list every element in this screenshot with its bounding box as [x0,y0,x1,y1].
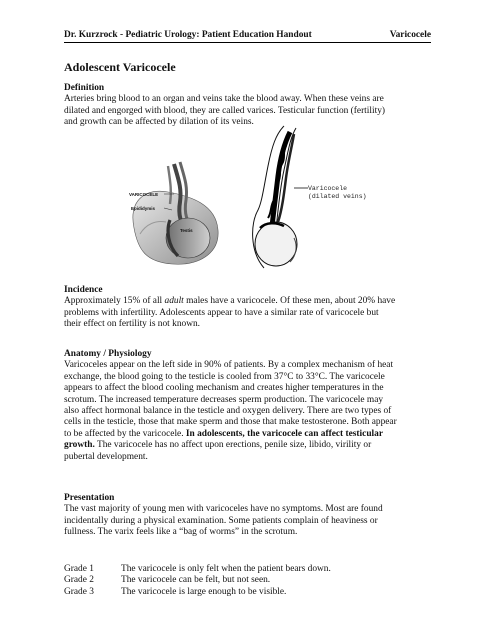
testis-label: Testis [180,228,193,233]
incidence-line: their effect on fertility is not known. [64,319,200,330]
grade-label: Grade 2 [64,575,94,586]
varicocele-label: VARICOCELE [129,192,159,197]
epididymis-label: Epididymis [131,206,156,211]
anatomy-line: to be affected by the varicocele. In adolescents, the varicocele can affect testicular [64,428,383,439]
anatomy-line: growth. The varicocele has no affect upon erections, penile size, libido, virility or [64,440,372,451]
key-point-bold: In adolescents, the varicocele can affect testicular [185,428,383,439]
presentation-line: fullness. The varix feels like a “bag of worms” in the scrotum. [64,527,298,538]
incidence-line: Approximately 15% of all adult males have a varicocele. Of these men, about 20% have [64,296,396,307]
varicocele-diagram-label: Varicocele [308,185,348,192]
grade-row [64,564,331,575]
anatomy-section [64,349,436,463]
header-rule [64,42,431,43]
incidence-section [64,285,436,331]
anatomy-line: cells in the testicle, those that make sperm and those that make testosterone. Both appear [64,417,397,428]
definition-line: Arteries bring blood to an organ and veins take the blood away. When these veins are [64,94,384,105]
definition-section [64,83,436,129]
page-header [64,30,431,40]
anatomy-line: exchange, the blood going to the testicle is cooled from 37°C to 33°C. The varicocele [64,371,385,382]
anatomy-heading: Anatomy / Physiology [64,349,152,359]
presentation-section [64,493,436,539]
anatomy-line: pubertal development. [64,451,148,462]
grade-label: Grade 1 [64,564,94,574]
grade-text: The varicocele can be felt, but not seen. [121,575,271,586]
incidence-line: problems with infertility. Adolescents appear to have a similar rate of varicocele but [64,307,379,318]
header-topic: Varicocele [389,30,431,40]
presentation-line: incidentally during a physical examination. Some patients complain of heaviness or [64,515,378,526]
grade-row [64,575,331,586]
definition-line: and growth can be affected by dilation of its veins. [64,117,254,128]
varicocele-diagram [250,126,367,268]
adult-emphasis: adult [164,296,184,307]
presentation-heading: Presentation [64,493,115,503]
anatomy-line: appears to affect the blood cooling mechanism and creates higher temperatures in the [64,383,384,394]
grade-text: The varicocele is large enough to be visible. [121,586,287,597]
grade-text: The varicocele is only felt when the patient bears down. [121,564,331,574]
page-title: Adolescent Varicocele [64,60,176,74]
anatomy-line: Varicoceles appear on the left side in 90% of patients. By a complex mechanism of heat [64,360,394,371]
grade-row [64,587,331,598]
definition-line: dilated and engorged with blood, they are called varices. Testicular function (fertility) [64,105,386,116]
anatomy-line: also affect hormonal balance in the testicle and oxygen delivery. There are two types of [64,406,392,417]
presentation-line: The vast majority of young men with varicoceles have no symptoms. Most are found [64,504,383,515]
dilated-veins-label: (dilated veins) [308,193,367,200]
grade-label: Grade 3 [64,586,94,597]
definition-heading: Definition [64,83,105,93]
incidence-heading: Incidence [64,285,103,295]
anatomy-line: scrotum. The increased temperature decreases sperm production. The varicocele may [64,394,384,405]
grade-list [64,564,331,598]
key-point-bold: growth. [64,440,95,451]
header-title: Dr. Kurzrock - Pediatric Urology: Patient Education Handout [64,30,312,40]
testis-anatomy-illustration [128,158,220,266]
